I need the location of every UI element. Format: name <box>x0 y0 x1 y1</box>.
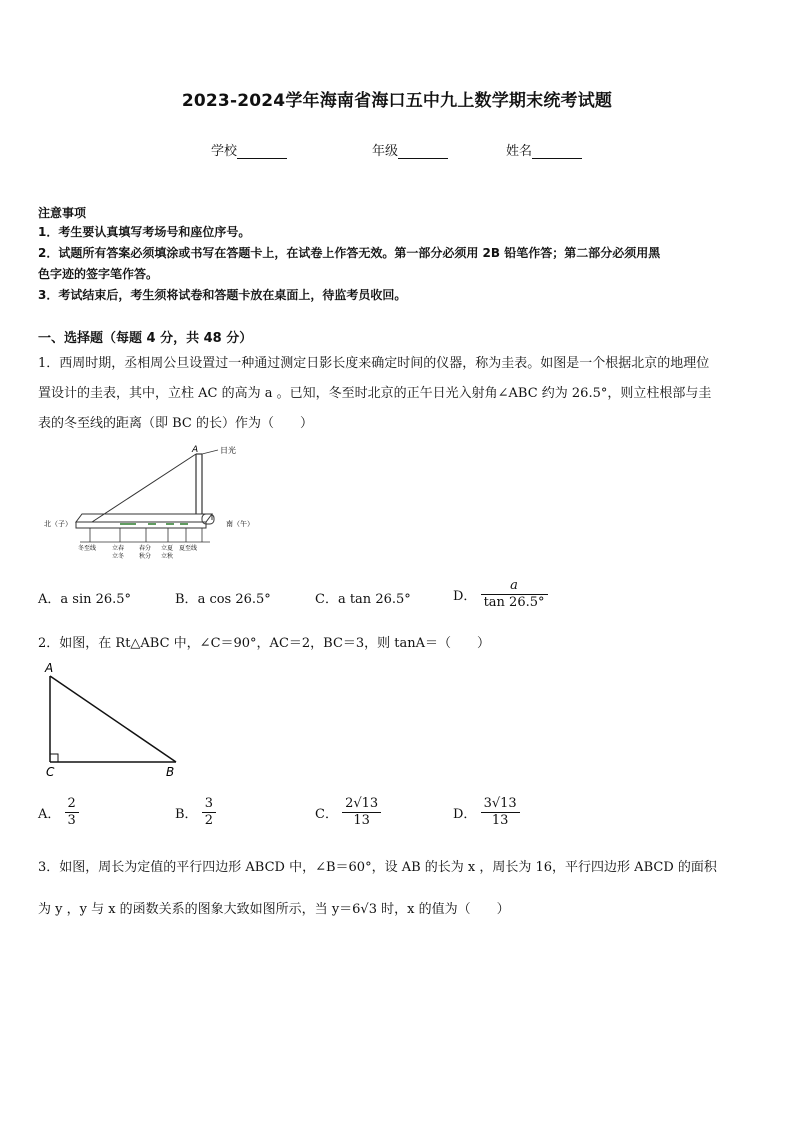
notice-item-2: 2．试题所有答案必须填涂或书写在答题卡上，在试卷上作答无效。第一部分必须用 2B 铅笔作答；第二部分必须用黑 <box>38 246 661 260</box>
q1-option-d-denominator: tan 26.5° <box>483 595 545 610</box>
notice-item-3: 3．考试结束后，考生须将试卷和答题卡放在桌面上，待监考员收回。 <box>38 288 407 302</box>
sun-label: 日光 <box>220 446 236 455</box>
q2-option-a-fraction: $\frac{2}{3}$ <box>65 796 79 829</box>
q1-gnomon-figure <box>40 442 270 567</box>
q2-option-b[interactable]: B． $\frac{3}{2}$ <box>175 796 216 829</box>
tick-start-winter: 立冬 <box>112 553 125 560</box>
q1-option-b-text: a cos 26.5° <box>197 592 271 607</box>
q1-option-c-text: a tan 26.5° <box>337 592 411 607</box>
tick-start-autumn: 立秋 <box>161 553 174 560</box>
q1-option-d-numerator: a <box>481 578 548 595</box>
vertex-b-label: B <box>166 765 175 779</box>
q1-option-c[interactable]: C．a tan 26.5° <box>315 592 411 607</box>
notice-item-1: 1．考生要认真填写考场号和座位序号。 <box>38 225 251 239</box>
q2-text: 2．如图，在 Rt△ABC 中，∠C＝90°，AC＝2，BC＝3，则 tanA＝（ ） <box>38 636 491 651</box>
tick-start-summer: 立夏 <box>161 545 174 552</box>
vertex-a-label: A <box>45 661 54 675</box>
tick-start-spring: 立春 <box>112 545 125 552</box>
q2-option-d-fraction: $\frac{3√13}{13}$ <box>481 796 520 829</box>
tick-winter-solstice: 冬至线 <box>78 545 97 552</box>
notice-heading: 注意事项 <box>38 206 87 220</box>
page-title: 2023-2024学年海南省海口五中九上数学期末统考试题 <box>181 91 613 111</box>
q2-triangle-figure <box>38 660 188 780</box>
tick-summer-solstice: 夏至线 <box>179 545 198 552</box>
notice-item-2-cont: 色字迹的签字笔作答。 <box>38 267 159 281</box>
q1-option-d-fraction <box>481 578 548 611</box>
south-label: 南（午） <box>226 520 254 528</box>
q2-option-a[interactable]: A． $\frac{2}{3}$ <box>38 796 79 829</box>
name-label: 姓名 <box>506 144 533 159</box>
vertex-c-label: C <box>46 765 55 779</box>
tick-autumn-equinox: 秋分 <box>139 553 152 560</box>
section-heading: 一、选择题（每题 4 分，共 48 分） <box>38 331 253 346</box>
q1-option-b[interactable]: B．a cos 26.5° <box>175 592 271 607</box>
point-a-label: A <box>192 445 199 455</box>
q2-option-b-fraction: $\frac{3}{2}$ <box>202 796 216 829</box>
q2-option-d[interactable]: D． $\frac{3√13}{13}$ <box>453 796 520 829</box>
name-blank <box>532 144 582 159</box>
q1-line-1: 1．西周时期，丞相周公旦设置过一种通过测定日影长度来确定时间的仪器，称为圭表。如图是一个根据北京的地理位 <box>38 356 710 371</box>
q1-line-2: 置设计的圭表，其中，立柱 AC 的高为 a 。已知，冬至时北京的正午日光入射角∠ABC 约为 26.5°，则立柱根部与圭 <box>38 386 712 401</box>
school-label: 学校 <box>211 144 238 159</box>
north-label: 北（子） <box>44 520 72 528</box>
q1-option-d[interactable]: D． $\frac{a}{\tan 26.5^\circ}$ <box>453 578 548 611</box>
tick-spring-equinox: 春分 <box>139 545 152 552</box>
q3-line-2: 为 y ，y 与 x 的函数关系的图象大致如图所示，当 y＝6√3 时，x 的值为（ ） <box>38 902 510 917</box>
q2-option-c-fraction: $\frac{2√13}{13}$ <box>342 796 381 829</box>
q1-option-a-text: a sin 26.5° <box>60 592 132 607</box>
grade-field <box>372 140 448 159</box>
grade-label: 年级 <box>372 144 399 159</box>
name-field <box>506 140 582 159</box>
school-field <box>211 140 287 159</box>
q1-line-3: 表的冬至线的距离（即 BC 的长）作为（ ） <box>38 416 314 431</box>
q2-option-c[interactable]: C． $\frac{2√13}{13}$ <box>315 796 381 829</box>
q3-line-1: 3．如图，周长为定值的平行四边形 ABCD 中，∠B＝60°，设 AB 的长为 x ，周长为 16，平行四边形 ABCD 的面积 <box>38 860 717 875</box>
q1-option-a[interactable]: A．a sin 26.5° <box>38 592 132 607</box>
school-blank <box>237 144 287 159</box>
grade-blank <box>398 144 448 159</box>
